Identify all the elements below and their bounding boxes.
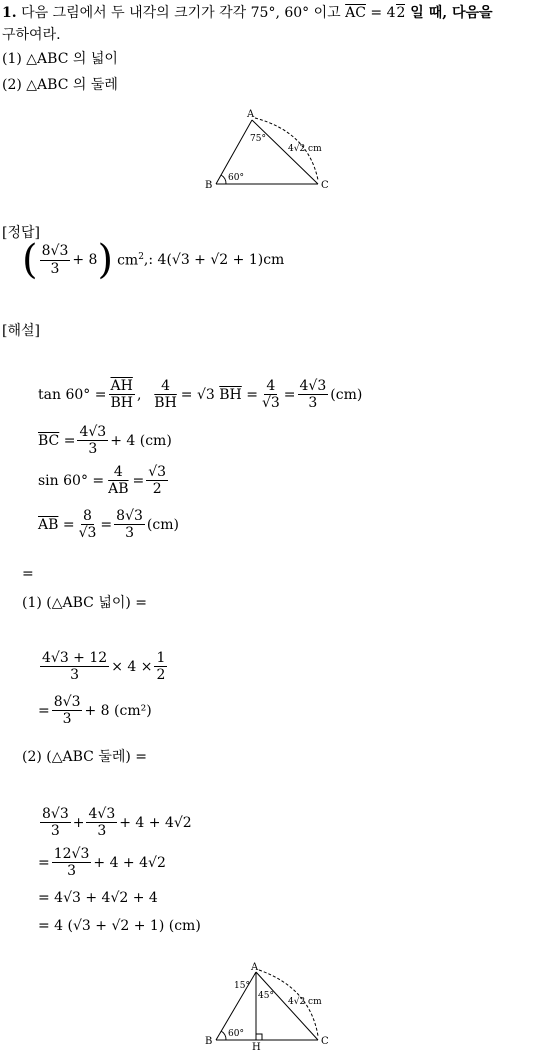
- problem-text: 다음 그림에서 두 내각의 크기가 각각 75°, 60° 이고: [21, 5, 341, 21]
- problem-number: 1.: [2, 5, 17, 21]
- triangle-figure-2: [200, 960, 340, 1050]
- question-1: (1) △ABC 의 넓이: [2, 51, 118, 67]
- problem-tail: 일 때, 다음을: [405, 5, 493, 21]
- explanation-label: [해설]: [2, 323, 40, 339]
- part-1-label: (1) (△ABC 넓이) =: [22, 595, 148, 611]
- sqrt-value: 2: [396, 5, 406, 21]
- answer-fraction: $\frac{8√3}{3}$: [41, 243, 69, 277]
- triangle-figure-1: [200, 106, 340, 192]
- vertex-a: A: [251, 962, 259, 973]
- vertex-h: H: [252, 1042, 261, 1050]
- vertex-c: C: [321, 1036, 329, 1047]
- eq-tan60: tan 60° = $\frac{\overline{AH}}{BH}$ , $\frac{4}{BH}$ = √3 $\overline{BH}$ = $\frac{4}{√3}$ = $\frac{4√3}{3}$ (cm): [38, 378, 363, 412]
- part-2-label: (2) (△ABC 둘레) =: [22, 749, 148, 765]
- angle-a-label: 75°: [250, 134, 266, 144]
- part-2-step-2: = $\frac{12√3}{3}$ + 4 + 4√2: [38, 846, 166, 880]
- part-2-step-1: $\frac{8√3}{3}$ + $\frac{4√3}{3}$ + 4 + 4√2: [42, 806, 192, 840]
- angle-b-label: 60°: [228, 173, 244, 183]
- eq-ab: $\overline{AB}$ = $\frac{8}{√3}$ = $\frac{8√3}{3}$ (cm): [38, 508, 179, 542]
- angle-a2-label: 45°: [258, 991, 274, 1001]
- question-2: (2) △ABC 의 둘레: [2, 77, 118, 93]
- problem-line-2: 구하여라.: [2, 27, 61, 43]
- part-1-step-1: $\frac{4√3 + 12}{3}$ × 4 × $\frac{1}{2}$: [42, 650, 166, 684]
- vertex-b: B: [205, 180, 213, 191]
- answer-unit: $cm^2$: [117, 251, 144, 269]
- answer-second: ,: 4(√3 + √2 + 1)cm: [143, 252, 285, 268]
- vertex-b: B: [205, 1036, 213, 1047]
- problem-line-1: [2, 2, 493, 22]
- segment-ac: $\overline{AC}$: [345, 5, 366, 21]
- angle-b-arc: [221, 1031, 226, 1040]
- side-ac-label: 4√2 cm: [288, 144, 322, 154]
- angle-a1-label: 15°: [234, 981, 250, 991]
- right-angle-mark: [256, 1034, 262, 1040]
- eq-sin60: sin 60° = $\frac{4}{AB}$ = $\frac{√3}{2}$: [38, 464, 167, 498]
- part-2-step-3: = 4√3 + 4√2 + 4: [38, 890, 158, 906]
- part-1-step-2: = $\frac{8√3}{3}$ + 8 (cm²): [38, 694, 152, 728]
- angle-b-arc: [221, 175, 226, 184]
- eq-sign: =: [22, 566, 34, 582]
- angle-b-label: 60°: [228, 1029, 244, 1039]
- eq-bc: $\overline{BC}$ = $\frac{4√3}{3}$ + 4 (cm): [38, 424, 172, 458]
- part-2-step-4: = 4 (√3 + √2 + 1) (cm): [38, 918, 201, 934]
- problem-eq: = 4: [365, 5, 396, 21]
- side-ac-label: 4√2 cm: [288, 997, 322, 1007]
- vertex-a: A: [247, 109, 255, 120]
- answer-label: [정답]: [2, 225, 40, 241]
- answer-expression: ( $\frac{8√3}{3}$ + 8 ) $cm^2$ ,: 4(√3 + √2 + 1)cm: [22, 237, 285, 283]
- vertex-c: C: [321, 180, 329, 191]
